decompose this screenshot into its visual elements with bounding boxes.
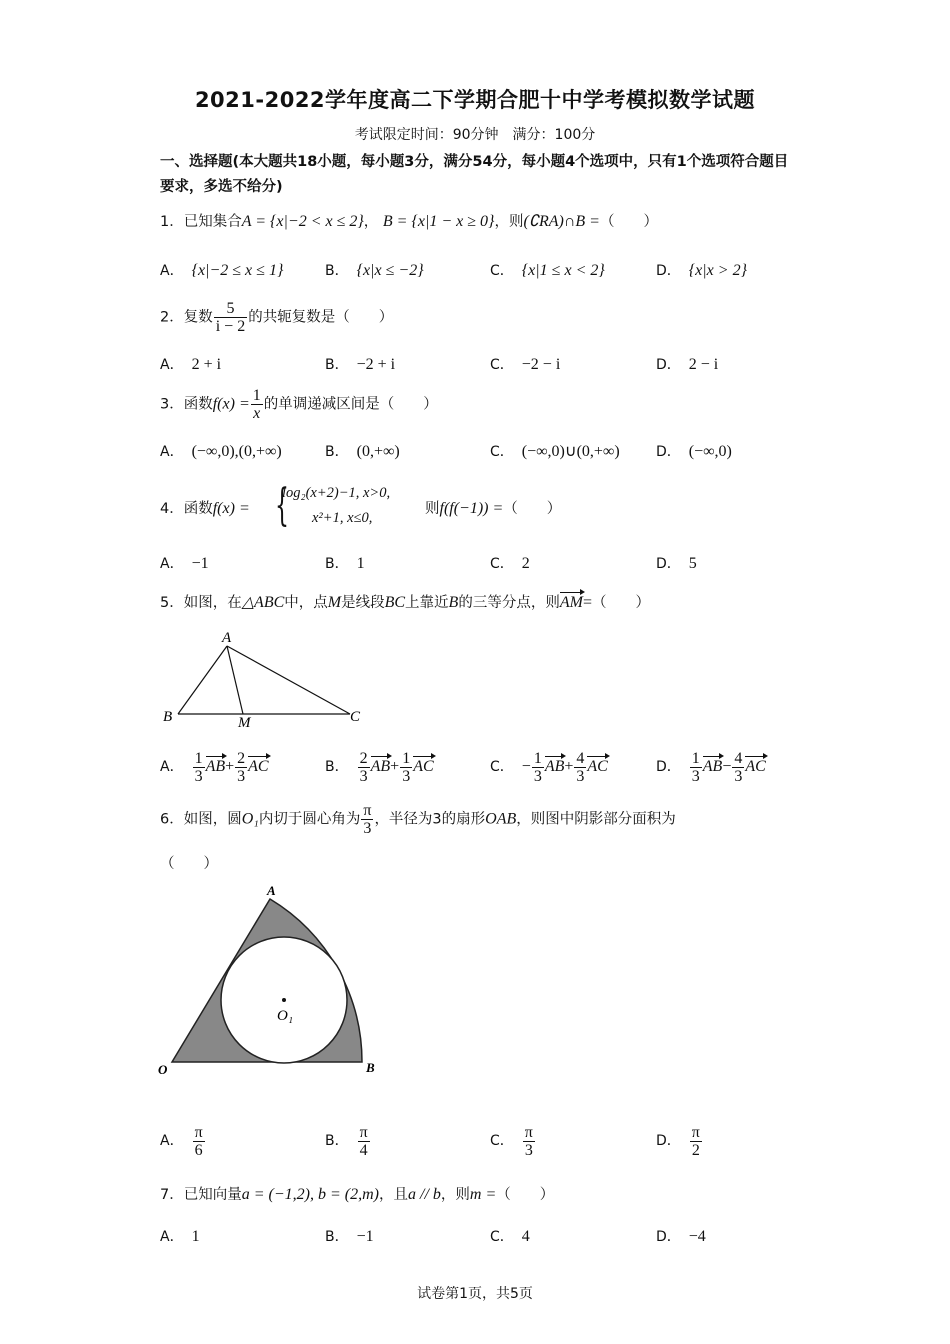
- q4-option-d[interactable]: D． 5: [656, 555, 697, 572]
- question-5: 5．如图，在△ABC中，点M是线段BC上靠近B的三等分点，则AM=（ ）: [160, 594, 650, 611]
- q4-case-2: x²+1, x≤0,: [312, 510, 373, 526]
- section-heading: 一、选择题(本大题共18小题，每小题3分，满分54分，每小题4个选项中，只有1个选项符合题目要求，多选不给分): [160, 154, 789, 195]
- q5-option-a[interactable]: A． $\frac{1}{3}$ AB+ $\frac{2}{3}$ AC: [160, 750, 269, 785]
- label-b: B: [366, 1060, 375, 1075]
- q1-option-a[interactable]: A． {x|−2 ≤ x ≤ 1}: [160, 262, 284, 279]
- label-c: C: [350, 709, 361, 725]
- q5-option-c[interactable]: C． − $\frac{1}{3}$ AB+ $\frac{4}{3}$ AC: [490, 750, 608, 785]
- side-ab: [178, 646, 227, 714]
- q1-option-d[interactable]: D． {x|x > 2}: [656, 262, 747, 279]
- q2-option-c[interactable]: C． −2 − i: [490, 356, 561, 373]
- q4-option-a[interactable]: A． −1: [160, 555, 209, 572]
- q6-option-d[interactable]: D． $\frac{\pi}{2}$: [656, 1124, 700, 1159]
- q2-option-a[interactable]: A． 2 + i: [160, 356, 222, 373]
- page-title: 2021-2022学年度高二下学期合肥十中学考模拟数学试题: [194, 88, 756, 112]
- q7-option-d[interactable]: D． −4: [656, 1228, 706, 1245]
- q4-case-1: log₂(x+2)−1, x>0,: [282, 485, 391, 501]
- question-1: 1．已知集合A = {x|−2 < x ≤ 2}， B = {x|1 − x ≥ 0}，则(∁RA)∩B =（ ）: [160, 213, 658, 230]
- label-b: B: [163, 709, 173, 725]
- center-dot: [282, 998, 286, 1002]
- sector-figure: [155, 878, 385, 1078]
- question-6: 6．如图，圆O₁内切于圆心角为 $\frac{\pi}{3}$ ，半径为3的扇形OAB，则图中阴影部分面积为: [160, 802, 676, 837]
- q1-option-c[interactable]: C． {x|1 ≤ x < 2}: [490, 262, 605, 279]
- question-4-stem: 4．函数f(x) =: [160, 500, 250, 517]
- question-2: 2．复数 $\frac{5}{i - 2}$ 的共轭复数是（ ）: [160, 300, 394, 335]
- q7-option-a[interactable]: A． 1: [160, 1228, 200, 1245]
- question-6-tail: （ ）: [160, 856, 218, 872]
- q4-option-c[interactable]: C． 2: [490, 555, 530, 572]
- label-o1: O₁: [277, 1008, 294, 1024]
- exam-info: 考试限定时间：90分钟 满分：100分: [354, 127, 596, 143]
- q2-option-b[interactable]: B． −2 + i: [325, 356, 396, 373]
- label-m: M: [238, 715, 251, 731]
- q1-option-b[interactable]: B． {x|x ≤ −2}: [325, 262, 424, 279]
- q3-option-a[interactable]: A． (−∞,0),(0,+∞): [160, 443, 282, 460]
- q6-option-c[interactable]: C． $\frac{\pi}{3}$: [490, 1124, 533, 1159]
- q5-option-b[interactable]: B． $\frac{2}{3}$ AB+ $\frac{1}{3}$ AC: [325, 750, 434, 785]
- q6-option-b[interactable]: B． $\frac{\pi}{4}$: [325, 1124, 368, 1159]
- q6-option-a[interactable]: A． $\frac{\pi}{6}$: [160, 1124, 203, 1159]
- question-4-tail: 则f(f(−1)) =（ ）: [425, 500, 562, 517]
- question-3: 3．函数f(x) = $\frac{1}{x}$ 的单调递减区间是（ ）: [160, 387, 438, 422]
- side-ac: [227, 646, 350, 714]
- brace-icon: {: [275, 480, 289, 531]
- q7-option-c[interactable]: C． 4: [490, 1228, 530, 1245]
- label-o: O: [158, 1062, 168, 1077]
- q3-option-c[interactable]: C． (−∞,0)∪(0,+∞): [490, 443, 620, 460]
- q5-option-d[interactable]: D． $\frac{1}{3}$ AB− $\frac{4}{3}$ AC: [656, 750, 766, 785]
- q3-option-d[interactable]: D． (−∞,0): [656, 443, 732, 460]
- segment-am: [227, 646, 243, 714]
- triangle-figure: [160, 628, 370, 733]
- label-a: A: [267, 883, 276, 898]
- page-footer: 试卷第1页，共5页: [417, 1286, 533, 1302]
- q7-option-b[interactable]: B． −1: [325, 1228, 374, 1245]
- q2-option-d[interactable]: D． 2 − i: [656, 356, 719, 373]
- label-a: A: [222, 630, 232, 646]
- q4-option-b[interactable]: B． 1: [325, 555, 365, 572]
- q3-option-b[interactable]: B． (0,+∞): [325, 443, 400, 460]
- question-7: 7．已知向量a = (−1,2), b = (2,m)，且a // b，则m =（ ）: [160, 1186, 555, 1203]
